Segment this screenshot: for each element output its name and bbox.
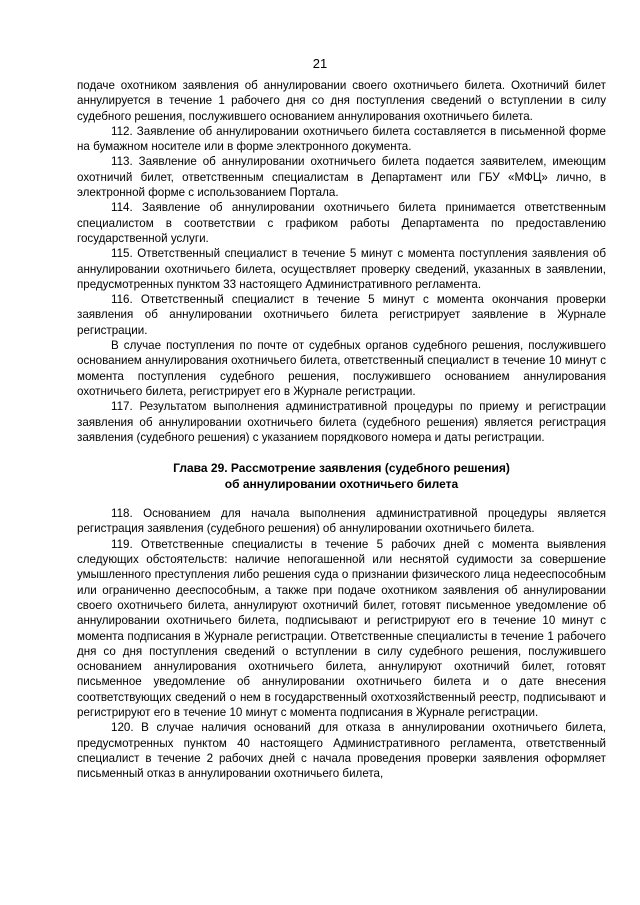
page-number: 21	[312, 56, 328, 71]
document-body	[77, 78, 606, 781]
paragraph-114: 114. Заявление об аннулировании охотничьего билета принимается ответственным специалистом в соответствии с графиком работы Департамента по предоставлению государственной услуги.	[77, 201, 606, 245]
paragraph-119: 119. Ответственные специалисты в течение 5 рабочих дней с момента выявления следующих обстоятельств: наличие непогашенной или неснятой судимости за совершение умышленного преступления либо решения суда о признании физического лица недееспособным или ограниченно дееспособным, а также при подаче охотником заявления об аннулировании своего охотничьего билета, аннулируют охотничий билет, готовят письменное уведомление об аннулировании охотничьего билета, подписывают и регистрируют его в течение 10 минут с момента подписания в Журнале регистрации. Ответственные специалисты в течение 1 рабочего дня со дня поступления сведений о вступлении в силу судебного решения, послужившего основанием аннулирования охотничьего билета, аннулируют охотничий билет, готовят письменное уведомление об аннулировании охотничьего билета и о дате внесения соответствующих сведений о нем в государственный охотхозяйственный реестр, подписывают и регистрируют его в течение 10 минут с момента подписания в Журнале регистрации.	[77, 537, 606, 719]
chapter-heading-line-1: Глава 29. Рассмотрение заявления (судебного решения)	[173, 461, 510, 476]
chapter-heading	[77, 461, 606, 492]
paragraph-116-mail-case: В случае поступления по почте от судебных органов судебного решения, послужившего основанием аннулирования охотничьего билета, ответственный специалист в течение 10 минут с момента поступления судебного решения, послужившего основанием аннулирования охотничьего билета, регистрирует его в Журнале регистрации.	[77, 339, 606, 398]
paragraph-118: 118. Основанием для начала выполнения административной процедуры является регистрация заявления (судебного решения) об аннулировании охотничьего билета.	[77, 507, 606, 536]
paragraph-120: 120. В случае наличия оснований для отказа в аннулировании охотничьего билета, предусмотренных пунктом 40 настоящего Административного регламента, ответственный специалист в течение 2 рабочих дней с начала проведения проверки заявления оформляет письменный отказ в аннулировании охотничьего билета,	[77, 721, 606, 781]
paragraph-112: 112. Заявление об аннулировании охотничьего билета составляется в письменной форме на бумажном носителе или в форме электронного документа.	[77, 124, 606, 154]
paragraph-117: 117. Результатом выполнения административной процедуры по приему и регистрации заявления об аннулировании охотничьего билета (судебного решения) является регистрация заявления (судебного решения) с указанием порядкового номера и даты регистрации.	[77, 400, 606, 444]
chapter-heading-line-2: об аннулировании охотничьего билета	[224, 476, 459, 491]
paragraph-continuation: подаче охотником заявления об аннулировании своего охотничьего билета. Охотничий билет аннулируется в течение 1 рабочего дня со дня поступления сведений о вступлении в силу судебного решения, послужившего основанием аннулирования охотничьего билета.	[77, 79, 606, 123]
paragraph-116: 116. Ответственный специалист в течение 5 минут с момента окончания проверки заявления об аннулировании охотничьего билета регистрирует заявление в Журнале регистрации.	[77, 293, 606, 337]
paragraph-113: 113. Заявление об аннулировании охотничьего билета подается заявителем, имеющим охотничий билет, ответственным специалистам в Департамент или ГБУ «МФЦ» лично, в электронной форме с использованием Портала.	[77, 155, 606, 200]
paragraph-115: 115. Ответственный специалист в течение 5 минут с момента поступления заявления об аннулировании охотничьего билета, осуществляет проверку сведений, указанных в заявлении, предусмотренных пунктом 33 настоящего Административного регламента.	[77, 247, 606, 291]
